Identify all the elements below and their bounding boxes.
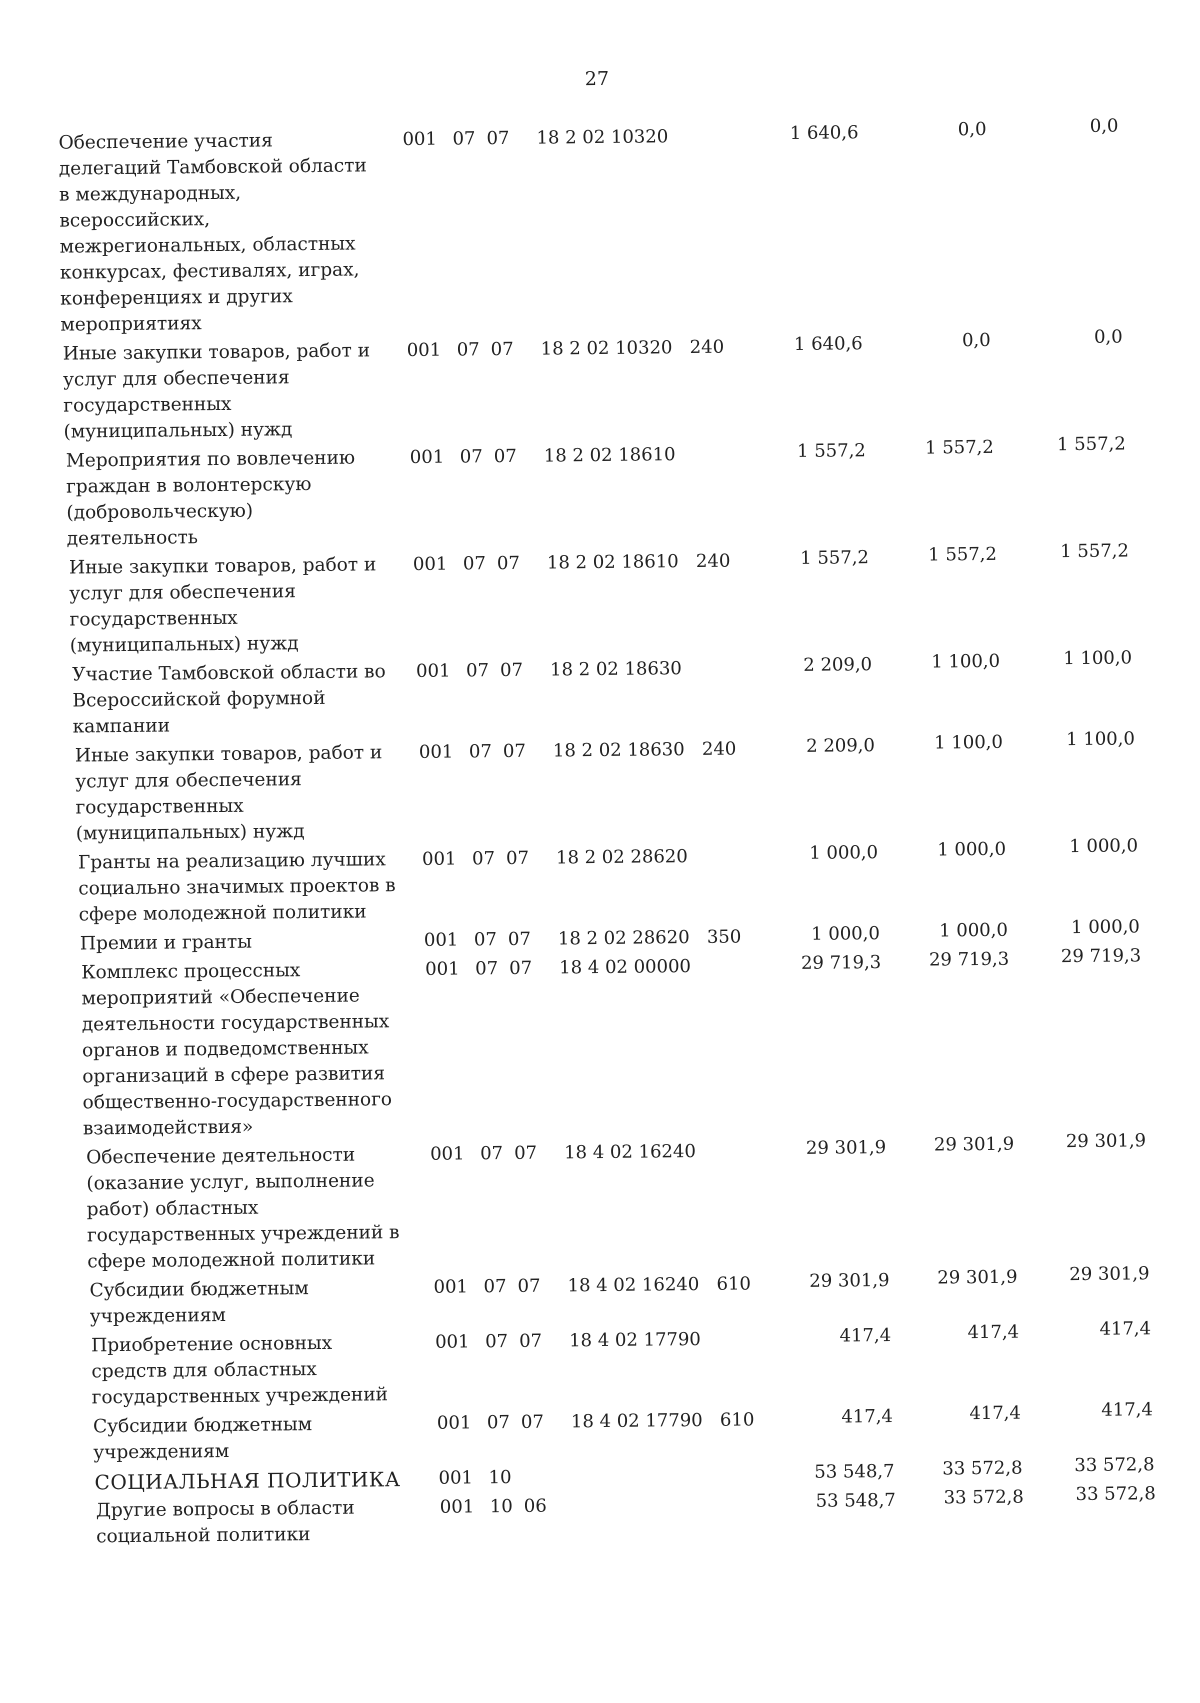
row-pr: 07 [520,1411,545,1433]
row-vr: 610 [716,1273,752,1295]
row-value-2: 1 557,2 [928,543,998,566]
row-value-1: 1 000,0 [809,842,879,864]
row-pr: 07 [505,847,530,869]
row-value-2: 1 557,2 [924,436,994,459]
row-value-1: 1 557,2 [800,547,870,569]
row-ved: 001 [435,1331,470,1353]
row-ved: 001 [425,958,460,980]
row-value-3: 1 000,0 [1069,835,1139,858]
row-pr: 07 [500,659,524,682]
row-value-2: 29 719,3 [928,948,1010,971]
row-name: Мероприятия по вовлечению граждан в волонтерскую (добровольческую) деятельность [65,447,356,550]
row-ved: 001 [433,1276,469,1298]
row-value-1: 2 209,0 [803,654,873,676]
row-name: Другие вопросы в области социальной политики [95,1497,355,1548]
row-ved: 001 [406,339,442,361]
row-value-3: 1 557,2 [1060,540,1130,563]
row-ved: 001 [402,128,438,151]
row-name: Иные закупки товаров, работ и услуг для обеспечения государственных (муниципальных) нужд [74,742,383,845]
table-row [62,326,1176,449]
row-csr: 18 4 02 16240 [564,1141,696,1164]
row-value-2: 29 301,9 [937,1266,1018,1289]
row-rz: 07 [475,958,499,980]
row-value-3: 1 100,0 [1066,728,1135,751]
row-value-2: 0,0 [961,329,991,352]
row-vr: 240 [695,550,731,572]
row-rz: 07 [485,1330,509,1353]
row-csr: 18 2 02 18610 [543,444,676,467]
row-rz: 07 [486,1411,511,1434]
row-csr: 18 2 02 28620 [555,846,688,869]
row-pr: 07 [507,928,531,950]
row-pr: 07 [490,338,514,361]
row-name: Гранты на реализацию лучших социально значимых проектов в сфере молодежной политики [77,849,396,926]
row-value-3: 417,4 [1101,1399,1154,1421]
row-vr: 610 [719,1409,755,1431]
row-value-2: 1 100,0 [931,650,1001,673]
row-name: Субсидии бюджетным учреждениям [89,1278,309,1328]
row-rz: 10 [488,1466,512,1489]
row-value-1: 2 209,0 [806,735,876,757]
row-name: Комплекс процессных мероприятий «Обеспечение деятельности государственных органов и подведомственных организаций в сфере развития общественно-государственного взаимодействия» [81,960,393,1140]
row-pr: 07 [509,957,533,979]
row-rz: 07 [471,848,496,870]
row-rz: 07 [452,128,476,150]
page-number: 27 [584,67,610,91]
row-name: Иные закупки товаров, работ и услуг для обеспечения государственных (муниципальных) нужд [62,340,371,443]
table-row [65,433,1177,556]
row-ved: 001 [416,660,451,682]
row-ved: 001 [418,741,454,763]
row-csr: 18 4 02 17790 [569,1328,701,1352]
row-ved: 001 [421,848,457,870]
row-csr: 18 4 02 00000 [559,956,692,979]
row-name: Субсидии бюджетным учреждениям [92,1414,313,1464]
row-name: Иные закупки товаров, работ и услуг для обеспечения государственных (муниципальных) нужд [68,554,377,657]
row-csr: 18 4 02 17790 [570,1409,703,1433]
row-value-2: 1 000,0 [937,838,1007,861]
row-value-3: 1 000,0 [1071,916,1140,939]
row-value-2: 33 572,8 [943,1486,1024,1509]
row-rz: 10 [489,1495,513,1518]
row-ved: 001 [430,1143,465,1165]
row-pr: 07 [519,1330,543,1352]
row-rz: 07 [480,1143,504,1165]
row-value-1: 1 640,6 [793,333,863,355]
budget-table [58,115,1187,1554]
row-ved: 001 [409,446,445,468]
row-value-1: 53 548,7 [814,1460,895,1483]
row-value-1: 417,4 [841,1405,894,1428]
row-value-1: 1 640,6 [789,122,859,144]
row-value-3: 33 572,8 [1075,1483,1156,1506]
row-pr: 07 [514,1142,538,1164]
row-csr: 18 4 02 16240 [567,1273,700,1297]
row-csr: 18 2 02 18630 [552,739,685,762]
row-value-3: 1 100,0 [1063,647,1133,670]
row-value-2: 1 100,0 [934,731,1004,754]
row-value-2: 417,4 [967,1321,1020,1344]
row-value-3: 29 301,9 [1065,1130,1147,1153]
row-name: Обеспечение деятельности (оказание услуг, выполнение работ) областных государственных учреждений в сфере молодежной политики [86,1144,400,1273]
row-pr: 06 [523,1495,547,1517]
row-value-1: 53 548,7 [815,1489,896,1512]
row-vr: 240 [701,738,737,760]
row-rz: 07 [483,1276,507,1298]
table-row [81,945,1183,1146]
row-pr: 07 [517,1275,541,1297]
row-pr: 07 [486,127,510,150]
row-value-1: 1 557,2 [797,440,866,462]
row-csr: 18 2 02 18630 [550,658,682,681]
row-value-3: 0,0 [1093,326,1123,348]
row-pr: 07 [493,445,517,468]
row-vr: 350 [706,926,742,948]
row-value-3: 29 719,3 [1060,945,1142,968]
row-name: Премии и гранты [79,931,252,955]
row-value-2: 0,0 [957,118,987,141]
row-csr: 18 2 02 18610 [546,551,679,574]
table-row [58,115,1174,342]
row-rz: 07 [459,446,483,468]
row-csr: 18 2 02 10320 [540,337,673,360]
row-ved: 001 [412,553,448,575]
row-ved: 001 [423,929,459,951]
row-value-3: 29 301,9 [1069,1263,1150,1286]
row-csr: 18 2 02 10320 [536,126,669,149]
row-value-1: 29 719,3 [800,952,882,974]
row-value-3: 417,4 [1099,1318,1152,1340]
row-csr: 18 2 02 28620 [557,927,690,950]
row-value-3: 0,0 [1089,115,1119,137]
row-vr: 240 [689,336,725,359]
row-name: Участие Тамбовской области во Всероссийской форумной кампании [72,661,386,738]
row-value-1: 417,4 [839,1324,892,1347]
row-value-2: 1 000,0 [939,919,1008,942]
table-row [86,1130,1184,1278]
row-value-1: 29 301,9 [805,1137,887,1159]
row-value-2: 417,4 [969,1402,1022,1425]
row-value-1: 29 301,9 [809,1269,890,1292]
row-rz: 07 [462,553,487,575]
row-rz: 07 [473,929,497,951]
row-pr: 07 [496,552,521,575]
row-value-1: 1 000,0 [811,923,881,945]
table-row [68,540,1178,663]
row-name: Приобретение основных средств для областных государственных учреждений [91,1332,389,1409]
row-name: Обеспечение участия делегаций Тамбовской области в международных, всероссийских, межрегиональных, областных конкурсах, фестивалях, играх, конференциях и других мероприятиях [58,130,367,336]
row-ved: 001 [436,1412,472,1434]
row-name: СОЦИАЛЬНАЯ ПОЛИТИКА [94,1467,401,1495]
row-pr: 07 [502,740,526,763]
row-value-2: 29 301,9 [933,1133,1015,1156]
table-row [74,728,1180,851]
row-value-3: 33 572,8 [1074,1454,1155,1477]
table-row [95,1483,1188,1553]
row-rz: 07 [468,741,492,763]
row-rz: 07 [466,660,490,682]
row-value-3: 1 557,2 [1056,433,1126,456]
row-ved: 001 [438,1467,474,1489]
row-rz: 07 [456,339,480,361]
row-ved: 001 [439,1496,475,1518]
row-value-2: 33 572,8 [942,1457,1023,1480]
